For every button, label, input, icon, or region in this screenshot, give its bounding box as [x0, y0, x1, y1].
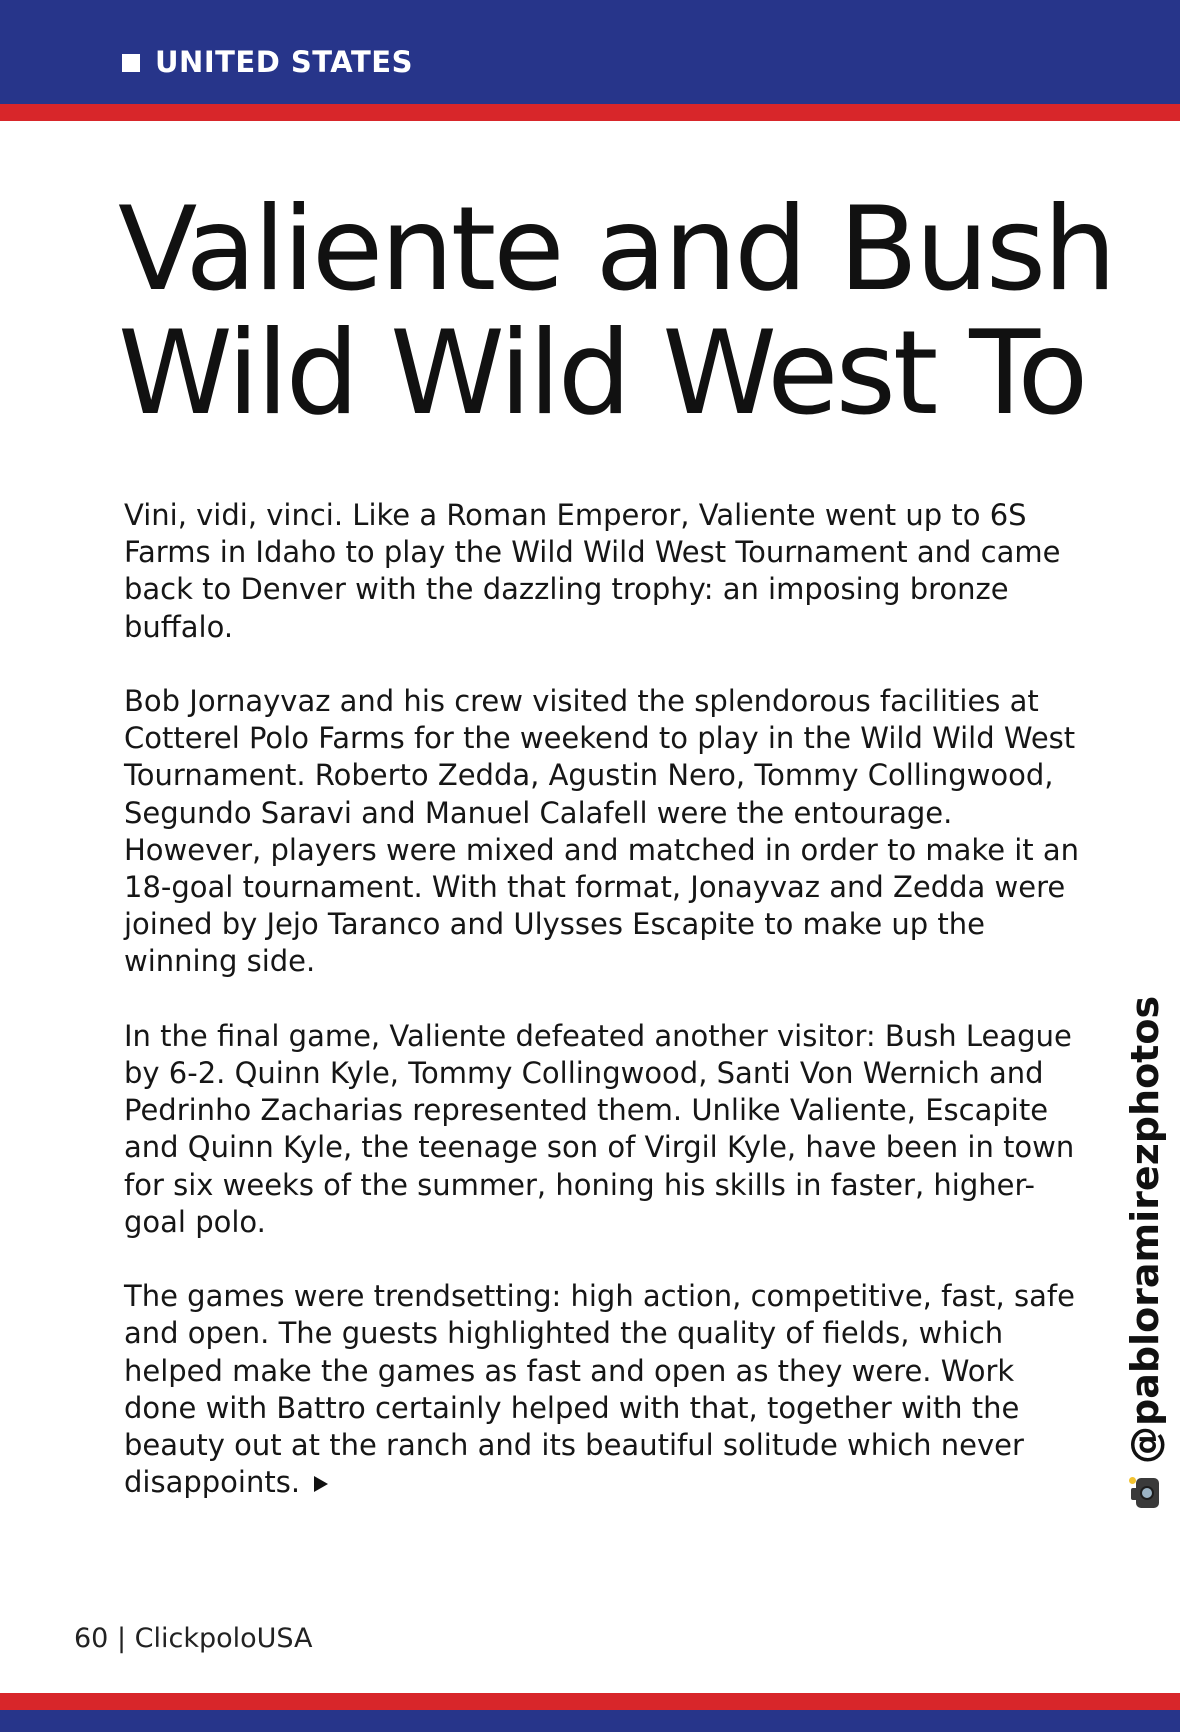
section-label: [122, 45, 413, 79]
article-paragraph-last: [124, 1278, 1084, 1501]
photo-credit: [1123, 995, 1167, 1508]
camera-flash-icon: [1131, 1478, 1159, 1508]
headline-line-2: Wild Wild West To: [118, 306, 1086, 441]
footer-band: [0, 1710, 1180, 1732]
square-bullet-icon: [122, 54, 140, 72]
headline-line-1: Valiente and Bush: [118, 182, 1114, 317]
article-paragraph: Vini, vidi, vinci. Like a Roman Emperor, Valiente went up to 6S Farms in Idaho to play the Wild Wild West Tournament and came back to Denver with the dazzling trophy: an imposing bronze buffalo.: [124, 498, 1061, 644]
article-paragraph: In the final game, Valiente defeated another visitor: Bush League by 6-2. Quinn Kyle, Tommy Collingwood, Santi Von Wernich and Pedrinho Zacharias represented them. Unlike Valiente, Escapite and Quinn Kyle, the teenage son of Virgil Kyle, have been in town for six weeks of the summer, honing his skills in faster, higher-goal polo.: [124, 1018, 1075, 1239]
header-stripe: [0, 104, 1180, 121]
footer-stripe: [0, 1693, 1180, 1710]
article-paragraph-text: The games were trendsetting: high action, competitive, fast, safe and open. The guests highlighted the quality of fields, which helped make the games as fast and open as they were. Work done with Battro certainly helped with that, together with the beauty out at the ranch and its beautiful solitude which never disappoints.: [124, 1279, 1075, 1500]
photo-credit-handle: @pabloramirezphotos: [1123, 995, 1167, 1464]
section-label-text: UNITED STATES: [155, 45, 413, 79]
page-footer: 60 | ClickpoloUSA: [74, 1623, 313, 1654]
article-paragraph: Bob Jornayvaz and his crew visited the splendorous facilities at Cotterel Polo Farms for the weekend to play in the Wild Wild West Tournament. Roberto Zedda, Agustin Nero, Tommy Collingwood, Segundo Saravi and Manuel Calafell were the entourage. However, players were mixed and matched in order to make it an 18-goal tournament. With that format, Jonayvaz and Zedda were joined by Jejo Taranco and Ulysses Escapite to make up the winning side.: [124, 684, 1080, 979]
play-triangle-icon: [314, 1476, 328, 1492]
article-body: [124, 497, 1084, 1539]
article-headline: [118, 182, 1114, 441]
